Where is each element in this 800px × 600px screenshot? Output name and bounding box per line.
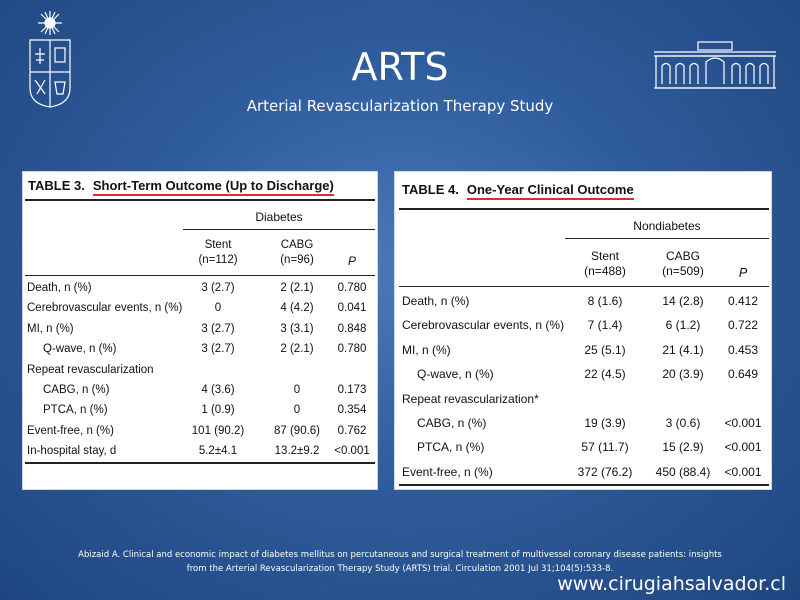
table-4-caption <box>402 182 634 200</box>
table-3-top-rule <box>25 199 375 201</box>
row-label: Death, n (%) <box>27 282 92 294</box>
cell-stent: 5.2±4.1 <box>198 445 238 458</box>
table-3-col-p: P <box>347 254 356 268</box>
cell-p-value: 0.848 <box>337 322 367 335</box>
cell-p-value: <0.001 <box>724 440 762 455</box>
table-3-header-rule <box>25 275 375 276</box>
table-3-label: TABLE 3. <box>28 178 85 193</box>
row-label: MI, n (%) <box>402 342 451 357</box>
cell-stent: 22 (4.5) <box>584 367 626 382</box>
table-4-col-cabg-line1: CABG <box>665 249 700 263</box>
cell-cabg: 6 (1.2) <box>665 318 701 333</box>
row-label: Cerebrovascular events, n (%) <box>402 318 565 333</box>
cell-p-value: 0.780 <box>337 282 367 294</box>
citation <box>40 548 760 576</box>
cell-p-value: 0.722 <box>727 318 759 333</box>
cell-p-value: 0.354 <box>337 404 367 417</box>
cell-stent: 7 (1.4) <box>587 318 623 333</box>
table-3-panel <box>22 171 378 490</box>
table-3-col-stent <box>183 238 253 268</box>
table-4-col-stent-line2: (n=488) <box>584 264 626 278</box>
slide-subtitle: Arterial Revascularization Therapy Study <box>246 97 554 115</box>
cell-p-value: 0.649 <box>727 367 759 382</box>
table-3-group-header: Diabetes <box>255 210 303 224</box>
cell-stent: 4 (3.6) <box>201 384 235 396</box>
cell-cabg: 0 <box>293 384 301 396</box>
table-3-col-cabg-line1: CABG <box>280 239 314 251</box>
cell-p-value: <0.001 <box>334 445 370 458</box>
table-4-header-rule <box>399 286 769 287</box>
table-4-group-header: Nondiabetes <box>633 219 701 233</box>
row-label: PTCA, n (%) <box>43 404 108 417</box>
row-label: Cerebrovascular events, n (%) <box>27 302 183 315</box>
cell-stent: 101 (90.2) <box>191 424 245 437</box>
table-3-title: Short-Term Outcome (Up to Discharge) <box>93 178 334 196</box>
cell-stent: 19 (3.9) <box>584 416 626 430</box>
table-4-panel <box>394 171 772 490</box>
table-3-col-stent-line2: (n=112) <box>198 254 238 266</box>
cell-stent: 8 (1.6) <box>587 294 623 308</box>
cell-cabg: 15 (2.9) <box>662 440 704 455</box>
row-label: Repeat revascularization <box>27 363 154 376</box>
cell-cabg: 0 <box>293 404 301 417</box>
row-label: Death, n (%) <box>402 294 470 308</box>
citation-line-1: Abizaid A. Clinical and economic impact of diabetes mellitus on percutaneous and surgical treatment of multivessel coronary disease patients: insights <box>78 550 722 560</box>
table-3-bottom-rule <box>25 462 375 464</box>
table-3-group-rule <box>183 229 375 230</box>
cell-p-value: <0.001 <box>724 464 762 479</box>
cell-p-value: 0.173 <box>337 384 367 396</box>
table-3-caption <box>28 178 334 196</box>
row-label: In-hospital stay, d <box>27 445 117 458</box>
cell-stent: 57 (11.7) <box>581 440 629 455</box>
cell-stent: 1 (0.9) <box>201 404 235 417</box>
table-3-col-cabg-line2: (n=96) <box>280 254 314 266</box>
table-4-col-cabg-line2: (n=509) <box>662 264 704 278</box>
row-label: Q-wave, n (%) <box>417 367 494 382</box>
table-4-bottom-rule <box>399 484 769 486</box>
cell-p-value: 0.780 <box>337 343 367 356</box>
row-label: Q-wave, n (%) <box>43 343 117 356</box>
citation-line-2: from the Arterial Revascularization Therapy Study (ARTS) trial. Circulation 2001 Jul 31;104(5):533-8. <box>186 564 614 574</box>
cell-p-value: 0.041 <box>337 302 367 315</box>
cell-p-value: <0.001 <box>724 416 762 430</box>
slide-title: ARTS <box>351 45 449 89</box>
cell-p-value: 0.453 <box>727 342 759 357</box>
cell-cabg: 87 (90.6) <box>273 424 321 437</box>
row-label: CABG, n (%) <box>43 384 110 396</box>
table-4-col-stent-line1: Stent <box>590 249 620 263</box>
cell-cabg: 450 (88.4) <box>655 464 711 479</box>
cell-cabg: 20 (3.9) <box>662 367 704 382</box>
cell-stent: 25 (5.1) <box>584 342 626 357</box>
cell-cabg: 21 (4.1) <box>662 342 704 357</box>
table-4-title: One-Year Clinical Outcome <box>467 182 634 200</box>
cell-cabg: 2 (2.1) <box>280 343 314 356</box>
row-label: PTCA, n (%) <box>417 440 485 455</box>
cell-cabg: 14 (2.8) <box>662 294 704 308</box>
table-4-col-cabg <box>643 249 723 279</box>
table-4-group-rule <box>565 238 769 239</box>
cell-stent: 372 (76.2) <box>577 464 633 479</box>
cell-cabg: 3 (0.6) <box>665 416 701 430</box>
website-url: www.cirugiahsalvador.cl <box>557 573 786 595</box>
row-label: Event-free, n (%) <box>27 424 114 437</box>
cell-p-value: 0.412 <box>727 294 759 308</box>
cell-stent: 3 (2.7) <box>201 322 235 335</box>
table-4-col-p: P <box>738 266 748 280</box>
row-label: CABG, n (%) <box>417 416 487 430</box>
row-label: Repeat revascularization* <box>402 391 539 406</box>
cell-cabg: 4 (4.2) <box>280 302 314 315</box>
cell-cabg: 3 (3.1) <box>280 322 314 335</box>
table-4-label: TABLE 4. <box>402 182 459 197</box>
row-label: Event-free, n (%) <box>402 464 493 479</box>
table-4-col-stent <box>565 249 645 279</box>
cell-stent: 3 (2.7) <box>201 343 235 356</box>
cell-stent: 3 (2.7) <box>201 282 235 294</box>
table-3-col-cabg <box>261 238 333 268</box>
cell-cabg: 2 (2.1) <box>280 282 314 294</box>
cell-cabg: 13.2±9.2 <box>274 445 320 458</box>
table-4-top-rule <box>399 208 769 210</box>
cell-stent: 0 <box>214 302 222 315</box>
row-label: MI, n (%) <box>27 322 74 335</box>
cell-p-value: 0.762 <box>337 424 367 437</box>
table-3-col-stent-line1: Stent <box>204 239 232 251</box>
